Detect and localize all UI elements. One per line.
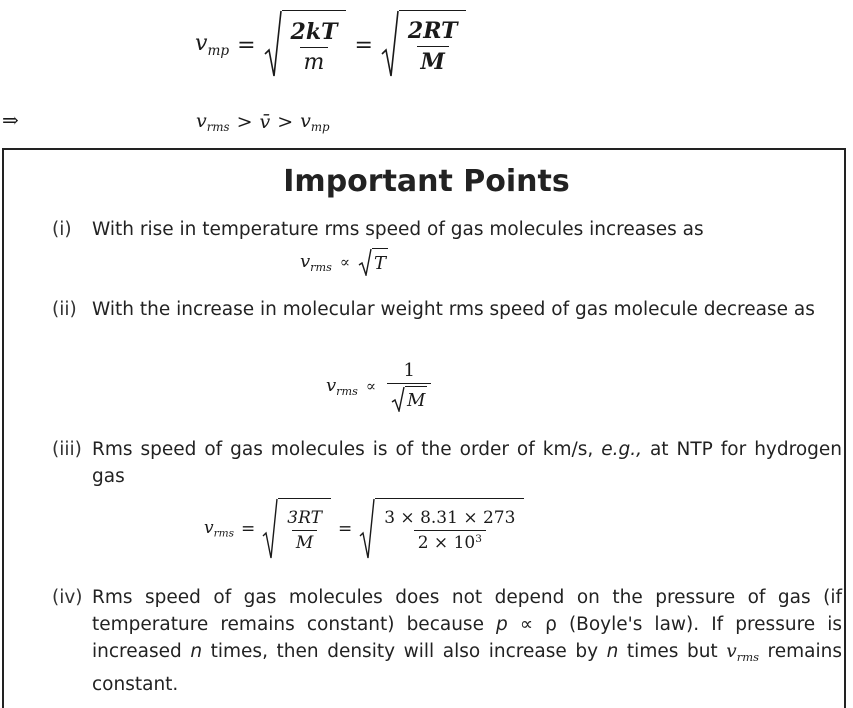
vbar-symbol: v̄ xyxy=(259,111,271,134)
point-3-formula: $v_{rms}$ = $\frac{3RT}{M}$ = $\frac{3 \times 8.31 \times 273}{2 \times 10^3}$ xyxy=(204,498,524,560)
equals-sign: = xyxy=(237,32,256,58)
vrms-symbol: $v_{rms}$ xyxy=(196,110,230,135)
point-1-formula: $v_{rms}$ ∝ T xyxy=(300,248,388,276)
point-2-formula: $v_{rms}$ ∝ $\frac{1}{M}$ xyxy=(326,360,434,412)
frac2-numerator: 2RT xyxy=(407,18,458,44)
point-3-text: Rms speed of gas molecules is of the order of km/s, e.g., at NTP for hydrogen gas xyxy=(92,439,842,487)
point-1-label: (i) xyxy=(52,219,72,240)
equals-sign-2: = xyxy=(354,32,373,58)
point-3 xyxy=(52,436,842,492)
point-4 xyxy=(52,584,842,696)
point-3-label: (iii) xyxy=(52,439,82,460)
vmp-symbol-2: $v_{mp}$ xyxy=(300,110,330,135)
important-points-title: Important Points xyxy=(283,164,570,199)
greater-than-2: > xyxy=(277,111,294,134)
frac2-denominator: M xyxy=(417,46,449,75)
frac1-denominator: m xyxy=(300,47,329,75)
vmp-symbol: $v_{mp}$ xyxy=(195,31,230,59)
point-2 xyxy=(52,296,842,352)
sqrt-2kT-over-m xyxy=(264,10,347,80)
point-2-label: (ii) xyxy=(52,299,77,320)
greater-than-1: > xyxy=(236,111,253,134)
point-4-label: (iv) xyxy=(52,587,83,608)
sqrt-2RT-over-M xyxy=(381,10,467,80)
point-1-text: With rise in temperature rms speed of gas molecules increases as xyxy=(92,219,704,240)
implies-arrow: ⇒ xyxy=(2,108,19,132)
speed-inequality xyxy=(196,110,330,134)
frac1-numerator: 2kT xyxy=(290,18,338,45)
point-1 xyxy=(52,216,842,246)
point-4-text: Rms speed of gas molecules does not depend on the pressure of gas (if temperature remains constant) because p ∝ ρ (Boyle's law). If pressure is increased n times, then density will also increase by n times but $v_{rms}$ remains constant. xyxy=(92,587,842,695)
vmp-equation xyxy=(195,10,466,80)
point-2-text: With the increase in molecular weight rms speed of gas molecule decrease as xyxy=(92,299,815,320)
